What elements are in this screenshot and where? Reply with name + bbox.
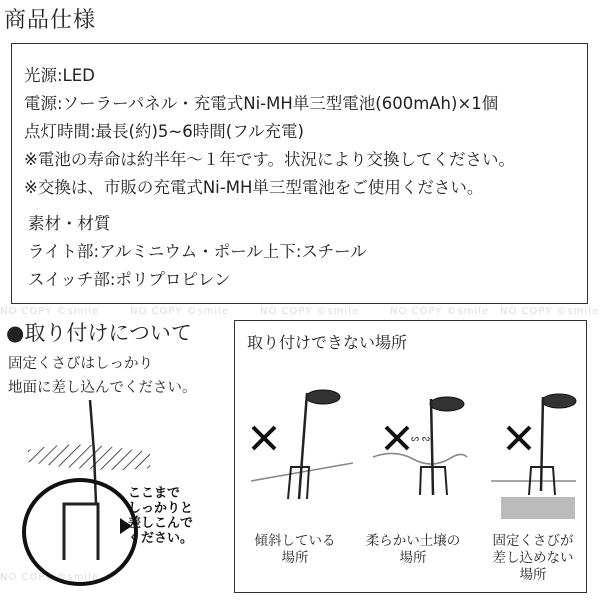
cross-icon bbox=[253, 427, 275, 449]
callout-line: しっかりと bbox=[128, 501, 194, 516]
callout-line: ここまで bbox=[128, 486, 181, 501]
soft-soil-label: 柔らかい土壌の 場所 bbox=[365, 533, 461, 566]
spec-power: 電源:ソーラーパネル・充電式Ni-MH単三型電池(600mAh)×1個 bbox=[24, 94, 499, 113]
callout-line: 差しこんで bbox=[128, 516, 194, 531]
svg-text:ᔕ ᔓ: ᔕ ᔓ bbox=[411, 434, 430, 444]
spec-battery-life-note: ※電池の寿命は約半年～１年です。状況により交換してください。 bbox=[24, 150, 516, 169]
not-allowed-title: 取り付けできない場所 bbox=[247, 333, 408, 352]
cross-icon bbox=[508, 427, 530, 449]
callout-line: ください。 bbox=[128, 531, 194, 546]
hard-ground-label: 固定くさびが 差し込めない 場所 bbox=[492, 533, 574, 583]
spec-material-switch: スイッチ部:ポリプロピレン bbox=[28, 270, 231, 289]
hard-ground-illustration bbox=[491, 394, 576, 519]
page-title: 商品仕様 bbox=[4, 8, 97, 33]
watermark: NO COPY ©smile bbox=[0, 572, 100, 583]
mounting-heading: ●取り付けについて bbox=[6, 321, 192, 345]
watermark: NO COPY ©smile bbox=[500, 306, 600, 317]
spec-material-heading: 素材・材質 bbox=[28, 214, 111, 233]
spec-light-time: 点灯時間:最長(約)5~6時間(フル充電) bbox=[24, 122, 304, 141]
slope-label: 傾斜している 場所 bbox=[254, 533, 336, 566]
watermark: NO COPY ©smile bbox=[390, 306, 490, 317]
spec-material-light: ライト部:アルミニウム・ポール上下:スチール bbox=[28, 242, 367, 261]
mounting-note-line: 地面に差し込んでください。 bbox=[8, 380, 197, 396]
not-allowed-box bbox=[234, 320, 587, 593]
spec-light-source: 光源:LED bbox=[24, 66, 95, 85]
slope-illustration bbox=[251, 390, 353, 499]
watermark: NO COPY ©smile bbox=[0, 306, 100, 317]
watermark: NO COPY ©smile bbox=[130, 306, 230, 317]
rock-layer bbox=[501, 497, 575, 519]
insert-depth-callout bbox=[128, 486, 193, 546]
mounting-note-line: 固定くさびはしっかり bbox=[8, 356, 153, 372]
soft-soil-illustration bbox=[373, 397, 467, 495]
watermark: NO COPY ©smile bbox=[260, 306, 360, 317]
spec-box bbox=[11, 43, 588, 304]
stake-in-ground-illustration bbox=[0, 400, 230, 590]
spec-battery-replace-note: ※交換は、市販の充電式Ni-MH単三型電池をご使用ください。 bbox=[24, 178, 484, 197]
cross-icon bbox=[386, 427, 408, 449]
